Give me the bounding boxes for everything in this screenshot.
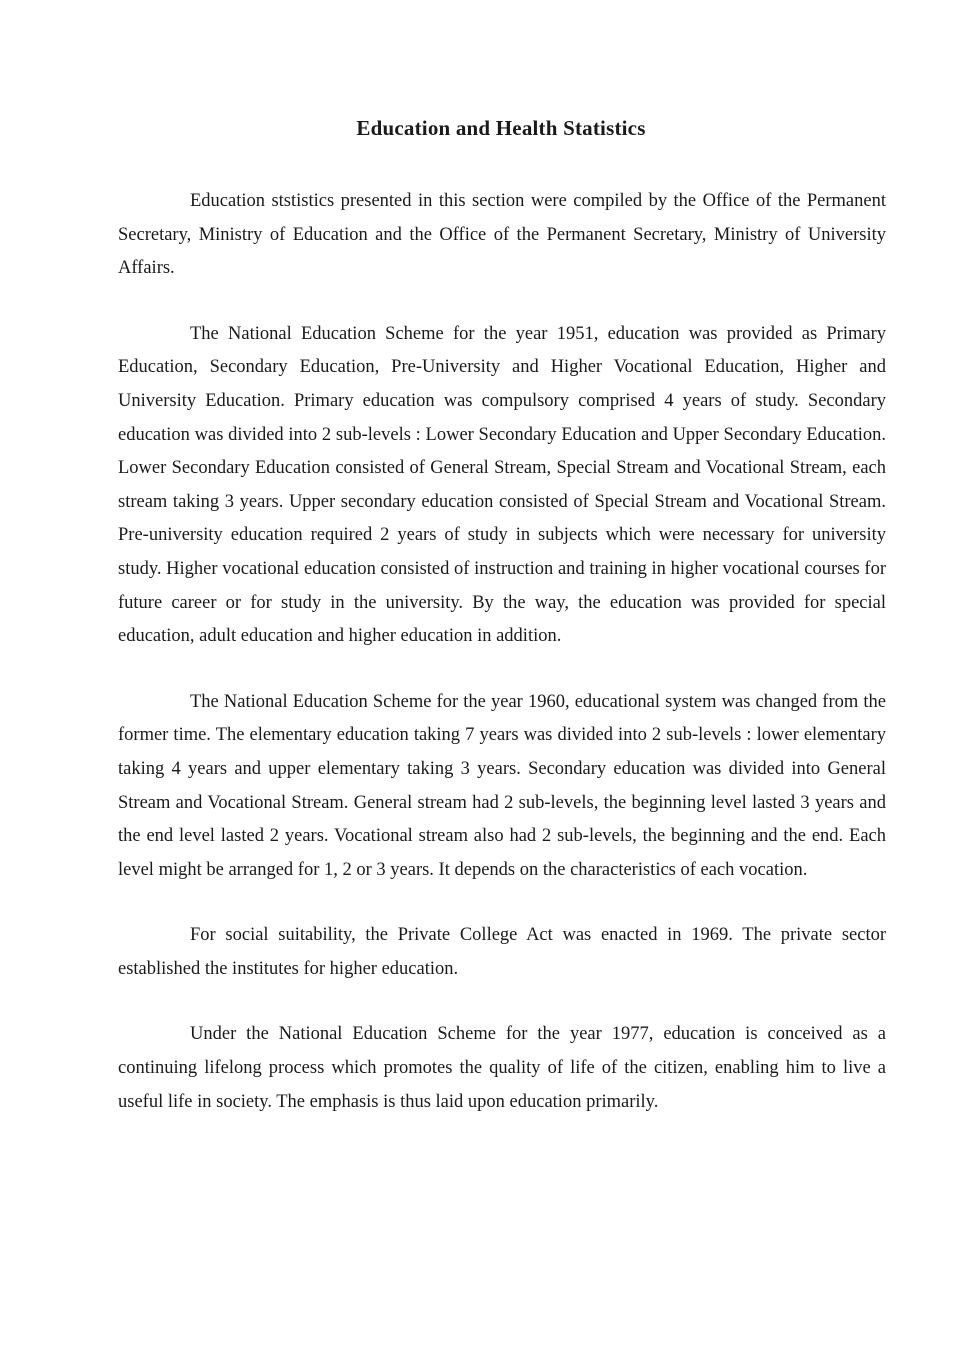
paragraph-scheme-1977: Under the National Education Scheme for the year 1977, education is conceived as a continuing lifelong process which promotes the quality of life of the citizen, enabling him to live a useful life in society. The emphasis is thus laid upon education primarily. (118, 1024, 886, 1112)
paragraph-sources: Education ststistics presented in this section were compiled by the Office of the Permanent Secretary, Ministry of Education and the Office of the Permanent Secretary, Ministry of University Affairs. (118, 191, 886, 279)
paragraph-scheme-1960: The National Education Scheme for the year 1960, educational system was changed from the former time. The elementary education taking 7 years was divided into 2 sub-levels : lower elementary taking 4 years and upper elementary taking 3 years. Secondary education was divided into General Stream and Vocational Stream. General stream had 2 sub-levels, the beginning level lasted 3 years and the end level lasted 2 years. Vocational stream also had 2 sub-levels, the beginning and the end. Each level might be arranged for 1, 2 or 3 years. It depends on the characteristics of each vocation. (118, 691, 886, 880)
paragraph-scheme-1951: The National Education Scheme for the year 1951, education was provided as Primary Education, Secondary Education, Pre-University and Higher Vocational Education, Higher and University Education. Primary education was compulsory comprised 4 years of study. Secondary education was divided into 2 sub-levels : Lower Secondary Education and Upper Secondary Education. Lower Secondary Education consisted of General Stream, Special Stream and Vocational Stream, each stream taking 3 years. Upper secondary education consisted of Special Stream and Vocational Stream. Pre-university education required 2 years of study in subjects which were necessary for university study. Higher vocational education consisted of instruction and training in higher vocational courses for future career or for study in the university. By the way, the education was provided for special education, adult education and higher education in addition. (118, 323, 886, 647)
paragraph-private-college-act: For social suitability, the Private College Act was enacted in 1969. The private sector established the institutes for higher education. (118, 925, 886, 979)
document-body (118, 185, 886, 1151)
document-title: Education and Health Statistics (356, 116, 646, 140)
